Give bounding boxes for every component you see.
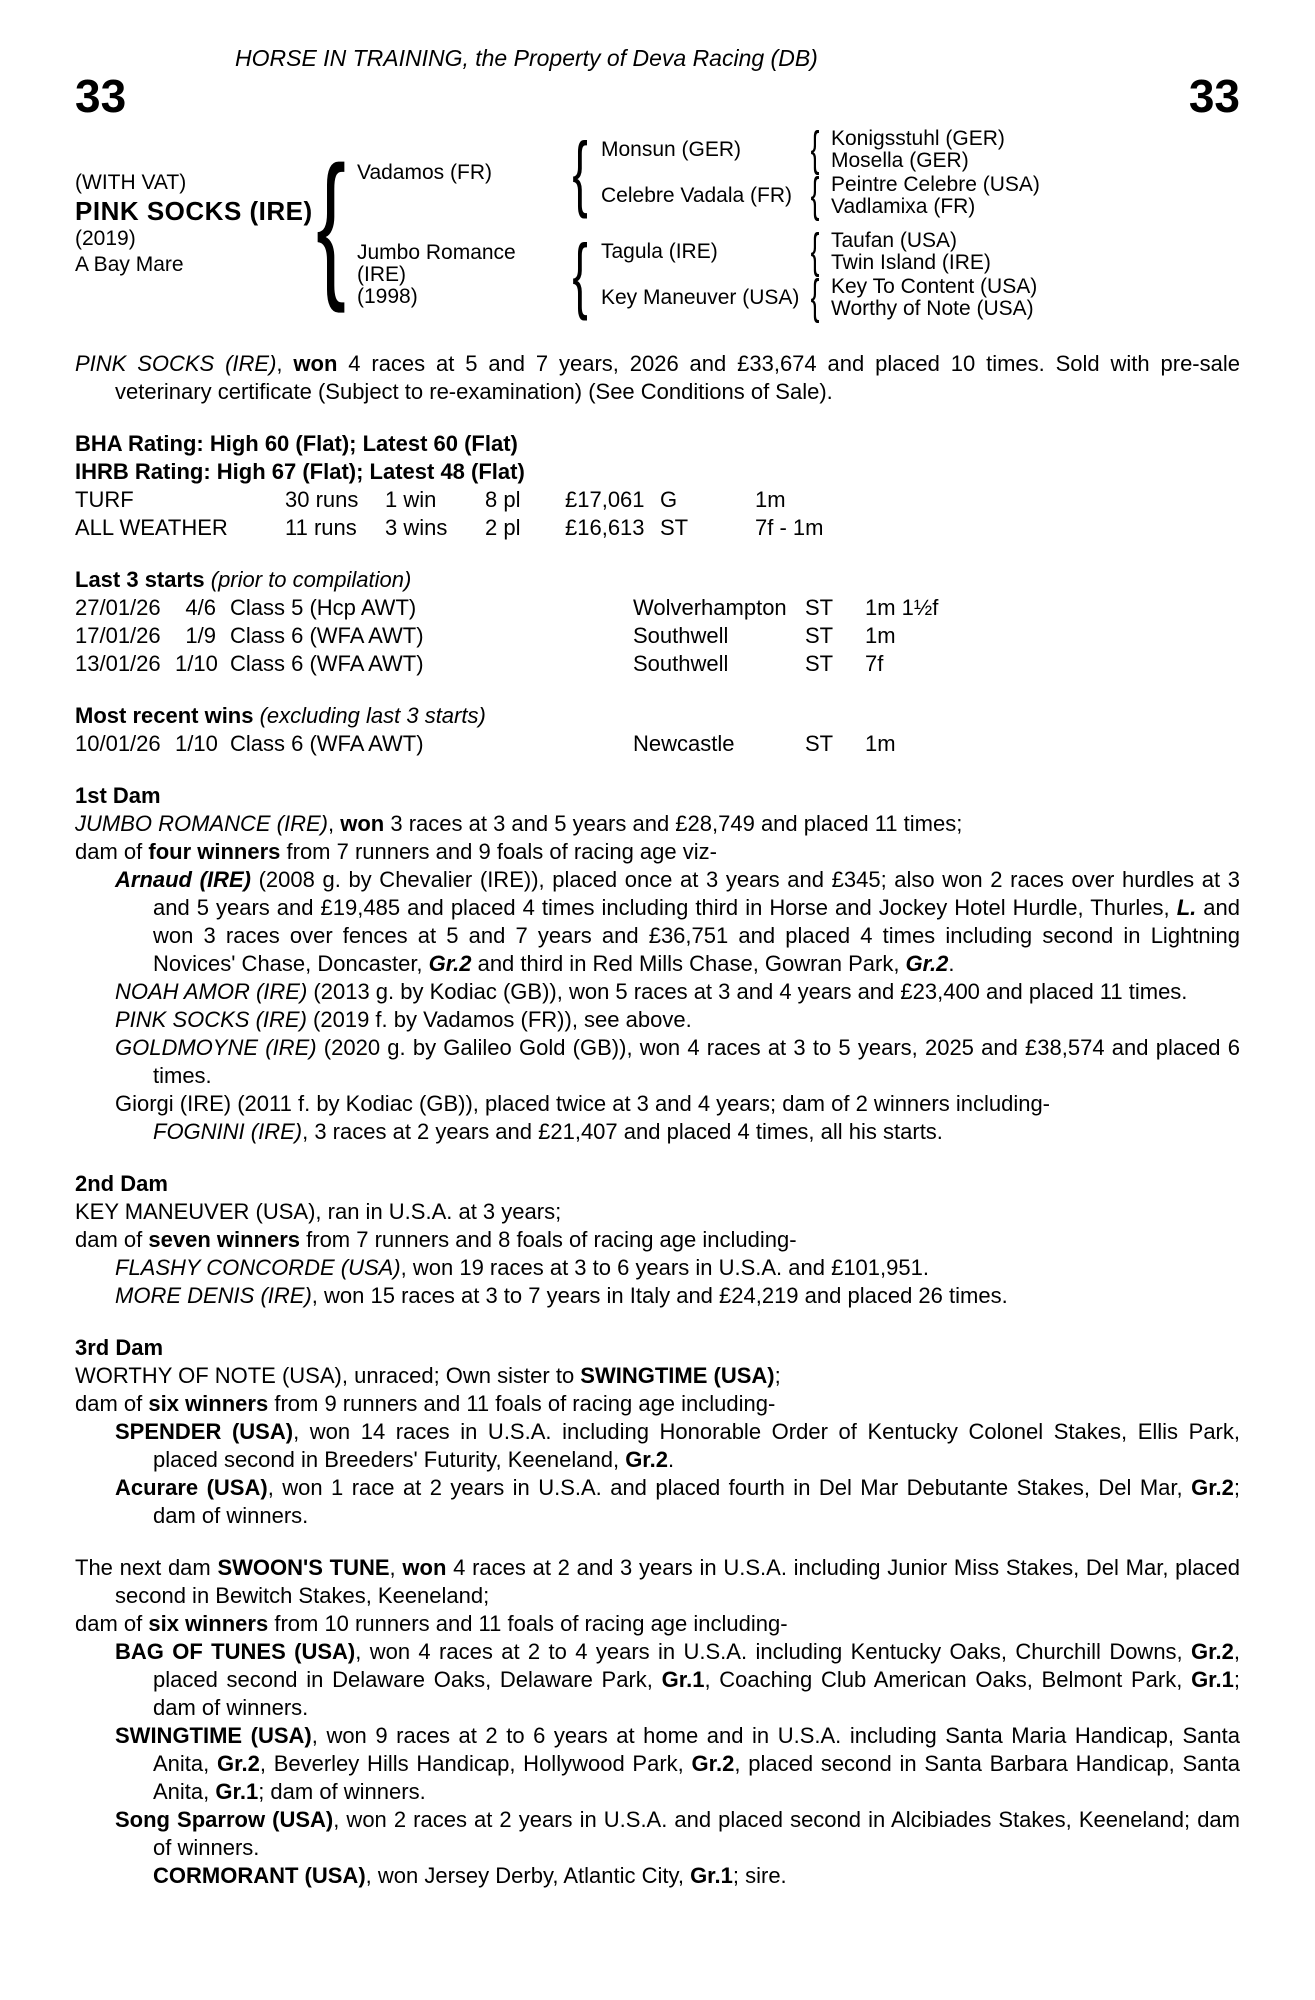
dam-produce-note: dam of six winners from 9 runners and 11 foals of racing age including-	[75, 1391, 776, 1416]
sire-group	[357, 123, 1040, 223]
great-grandparents-pair	[831, 230, 991, 274]
going: ST	[660, 515, 689, 540]
great-grandparent-name: Konigsstuhl (GER)	[831, 127, 1005, 150]
race-course: Wolverhampton	[633, 595, 787, 620]
granddam-group	[601, 271, 1038, 325]
race-date: 17/01/26	[75, 623, 161, 648]
next-dam-section	[75, 1554, 1240, 1890]
great-grandparent-name: Mosella (GER)	[831, 149, 969, 172]
race-distance: 1m 1½f	[865, 595, 939, 620]
dam-name: Jumbo Romance (IRE)	[357, 241, 516, 286]
last-3-starts-section	[75, 566, 1240, 678]
second-dam-section	[75, 1170, 1240, 1310]
dam-parents-column	[601, 225, 1038, 325]
race-distance: 1m	[865, 623, 896, 648]
pedigree-brace-icon: {	[810, 225, 820, 279]
horse-info-block	[75, 170, 313, 278]
race-surface: ST	[805, 651, 834, 676]
race-surface: ST	[805, 623, 834, 648]
progeny-entry: FOGNINI (IRE), 3 races at 2 years and £21,407 and placed 4 times, all his starts.	[153, 1119, 943, 1144]
pedigree-brace-icon: {	[810, 123, 820, 177]
progeny-entry: MORE DENIS (IRE), won 15 races at 3 to 7 years in Italy and £24,219 and placed 26 times.	[115, 1283, 1008, 1308]
ihrb-rating: IHRB Rating: High 67 (Flat); Latest 48 (Flat)	[75, 459, 525, 484]
pedigree-brace-icon: {	[572, 227, 588, 322]
great-grandparent-name: Worthy of Note (USA)	[831, 297, 1034, 320]
dam-produce-note: dam of six winners from 10 runners and 11 foals of racing age including-	[75, 1611, 788, 1636]
dam-group	[357, 225, 1040, 325]
third-dam-section	[75, 1334, 1240, 1530]
dam-record: KEY MANEUVER (USA), ran in U.S.A. at 3 years;	[75, 1199, 562, 1224]
race-date: 10/01/26	[75, 731, 161, 756]
race-table	[75, 730, 1240, 758]
dam-record: WORTHY OF NOTE (USA), unraced; Own sister to SWINGTIME (USA);	[75, 1363, 781, 1388]
prize-money: £16,613	[565, 515, 645, 540]
race-position: 1/9	[185, 623, 216, 648]
pedigree-brace-icon: {	[572, 125, 588, 220]
granddam-name: Key Maneuver (USA)	[601, 286, 800, 309]
great-grandparents-pair	[831, 276, 1037, 320]
grandsire-name: Tagula (IRE)	[601, 240, 718, 263]
section-heading-3rd-dam: 3rd Dam	[75, 1335, 164, 1360]
progeny-entry: BAG OF TUNES (USA), won 4 races at 2 to 4 years in U.S.A. including Kentucky Oaks, Churchill Downs, Gr.2, placed second in Delaware Oaks, Delaware Park, Gr.1, Coaching Club American Oaks, Belmont Park, Gr.1; dam of winners.	[115, 1639, 1240, 1720]
page-title: HORSE IN TRAINING, the Property of Deva Racing (DB)	[235, 45, 818, 71]
progeny-entry: Song Sparrow (USA), won 2 races at 2 years in U.S.A. and placed second in Alcibiades Stakes, Keeneland; dam of winners.	[115, 1807, 1240, 1860]
horse-colour-sex: A Bay Mare	[75, 253, 184, 276]
dam-produce-note: dam of four winners from 7 runners and 9 foals of racing age viz-	[75, 839, 717, 864]
surface-label: ALL WEATHER	[75, 515, 228, 540]
progeny-entry: NOAH AMOR (IRE) (2013 g. by Kodiac (GB)), won 5 races at 3 and 4 years and £23,400 and placed 11 times.	[115, 979, 1188, 1004]
most-recent-wins-section	[75, 702, 1240, 758]
most-recent-wins-heading: Most recent wins (excluding last 3 starts)	[75, 703, 486, 728]
ratings-section	[75, 430, 1240, 542]
race-position: 4/6	[185, 595, 216, 620]
section-heading-2nd-dam: 2nd Dam	[75, 1171, 168, 1196]
race-table	[75, 594, 1240, 678]
progeny-entry: GOLDMOYNE (IRE) (2020 g. by Galileo Gold (GB)), won 4 races at 3 to 5 years, 2025 and £38,574 and placed 6 times.	[115, 1035, 1240, 1088]
race-distance: 7f	[865, 651, 884, 676]
dam-foaling-year: (1998)	[357, 285, 418, 308]
race-surface: ST	[805, 595, 834, 620]
dam-name-block	[357, 242, 565, 308]
dam-record: JUMBO ROMANCE (IRE), won 3 races at 3 and 5 years and £28,749 and placed 11 times;	[75, 811, 963, 836]
grandsire-group	[601, 225, 1037, 279]
lot-number-row	[75, 72, 1240, 120]
race-class: Class 6 (WFA AWT)	[230, 623, 424, 648]
first-dam-section	[75, 782, 1240, 1146]
bha-rating: BHA Rating: High 60 (Flat); Latest 60 (Flat)	[75, 431, 518, 456]
race-course: Southwell	[633, 623, 729, 648]
distance-range: 1m	[755, 487, 786, 512]
last-3-starts-heading: Last 3 starts (prior to compilation)	[75, 567, 412, 592]
great-grandparents-pair	[831, 174, 1040, 218]
sire-name: Vadamos (FR)	[357, 161, 492, 184]
progeny-entry: FLASHY CONCORDE (USA), won 19 races at 3 to 6 years in U.S.A. and £101,951.	[115, 1255, 929, 1280]
great-grandparent-name: Vadlamixa (FR)	[831, 195, 976, 218]
race-surface: ST	[805, 731, 834, 756]
going: G	[660, 487, 678, 512]
progeny-entry: Arnaud (IRE) (2008 g. by Chevalier (IRE)), placed once at 3 years and £345; also won 2 races over hurdles at 3 and 5 years and £19,485 and placed 4 times including third in Horse and Jockey Hotel Hurdle, Thurles, L. and won 3 races over fences at 5 and 7 years and £36,751 and placed 4 times including second in Lightning Novices' Chase, Doncaster, Gr.2 and third in Red Mills Chase, Gowran Park, Gr.2.	[115, 867, 1240, 976]
places-count: 2 pl	[485, 515, 521, 540]
granddam-name: Celebre Vadala (FR)	[601, 184, 793, 207]
progeny-entry: Acurare (USA), won 1 race at 2 years in U.S.A. and placed fourth in Del Mar Debutante Stakes, Del Mar, Gr.2; dam of winners.	[115, 1475, 1241, 1528]
pedigree-tree	[313, 123, 1040, 325]
grandsire-name: Monsun (GER)	[601, 138, 742, 161]
pedigree-brace-icon: {	[316, 133, 346, 315]
surface-label: TURF	[75, 487, 134, 512]
pedigree-brace-icon: {	[810, 169, 820, 223]
horse-name: PINK SOCKS (IRE)	[75, 196, 313, 226]
places-count: 8 pl	[485, 487, 521, 512]
progeny-entry: Giorgi (IRE) (2011 f. by Kodiac (GB)), placed twice at 3 and 4 years; dam of 2 winners including-	[115, 1091, 1051, 1116]
race-position: 1/10	[175, 651, 218, 676]
foaling-year: (2019)	[75, 227, 136, 250]
race-class: Class 5 (Hcp AWT)	[230, 595, 417, 620]
great-grandparent-name: Taufan (USA)	[831, 229, 958, 252]
progeny-entry: SWINGTIME (USA), won 9 races at 2 to 6 years at home and in U.S.A. including Santa Maria Handicap, Santa Anita, Gr.2, Beverley Hills Handicap, Hollywood Park, Gr.2, placed second in Santa Barbara Handicap, Santa Anita, Gr.1; dam of winners.	[115, 1723, 1240, 1804]
race-course: Newcastle	[633, 731, 735, 756]
great-grandparent-name: Peintre Celebre (USA)	[831, 173, 1040, 196]
great-grandparent-name: Twin Island (IRE)	[831, 251, 991, 274]
progeny-entry: CORMORANT (USA), won Jersey Derby, Atlantic City, Gr.1; sire.	[153, 1863, 787, 1888]
dam-produce-note: dam of seven winners from 7 runners and 8 foals of racing age including-	[75, 1227, 797, 1252]
great-grandparents-pair	[831, 128, 1005, 172]
prize-money: £17,061	[565, 487, 645, 512]
progeny-entry: SPENDER (USA), won 14 races in U.S.A. including Honorable Order of Kentucky Colonel Stakes, Ellis Park, placed second in Breeders' Futurity, Keeneland, Gr.2.	[115, 1419, 1240, 1472]
dam-record: The next dam SWOON'S TUNE, won 4 races at 2 and 3 years in U.S.A. including Junior Miss Stakes, Del Mar, placed second in Bewitch Stakes, Keeneland;	[75, 1555, 1240, 1608]
sale-description-section	[75, 350, 1240, 406]
wins-count: 3 wins	[385, 515, 448, 540]
great-grandparent-name: Key To Content (USA)	[831, 275, 1038, 298]
section-heading-1st-dam: 1st Dam	[75, 783, 161, 808]
distance-range: 7f - 1m	[755, 515, 824, 540]
pedigree-brace-icon: {	[810, 271, 820, 325]
sale-description: PINK SOCKS (IRE), won 4 races at 5 and 7 years, 2026 and £33,674 and placed 10 times. Sold with pre-sale veterinary certificate (Subject to re-examination) (See Conditions of Sale).	[75, 351, 1240, 404]
vat-note: (WITH VAT)	[75, 171, 187, 194]
pedigree-table	[75, 123, 1240, 325]
granddam-group	[601, 169, 1040, 223]
race-date: 13/01/26	[75, 651, 161, 676]
runs-count: 30 runs	[285, 487, 359, 512]
race-date: 27/01/26	[75, 595, 161, 620]
sire-parents-column	[601, 123, 1040, 223]
lot-number-left: 33	[75, 70, 127, 122]
grandsire-group	[601, 123, 1040, 177]
parents-column	[357, 123, 1040, 325]
race-course: Southwell	[633, 651, 729, 676]
lot-number-right: 33	[1188, 70, 1240, 122]
race-class: Class 6 (WFA AWT)	[230, 651, 424, 676]
progeny-entry: PINK SOCKS (IRE) (2019 f. by Vadamos (FR)), see above.	[115, 1007, 692, 1032]
race-distance: 1m	[865, 731, 896, 756]
race-position: 1/10	[175, 731, 218, 756]
runs-count: 11 runs	[285, 515, 357, 540]
wins-count: 1 win	[385, 487, 437, 512]
stats-table	[75, 486, 1240, 542]
race-class: Class 6 (WFA AWT)	[230, 731, 424, 756]
